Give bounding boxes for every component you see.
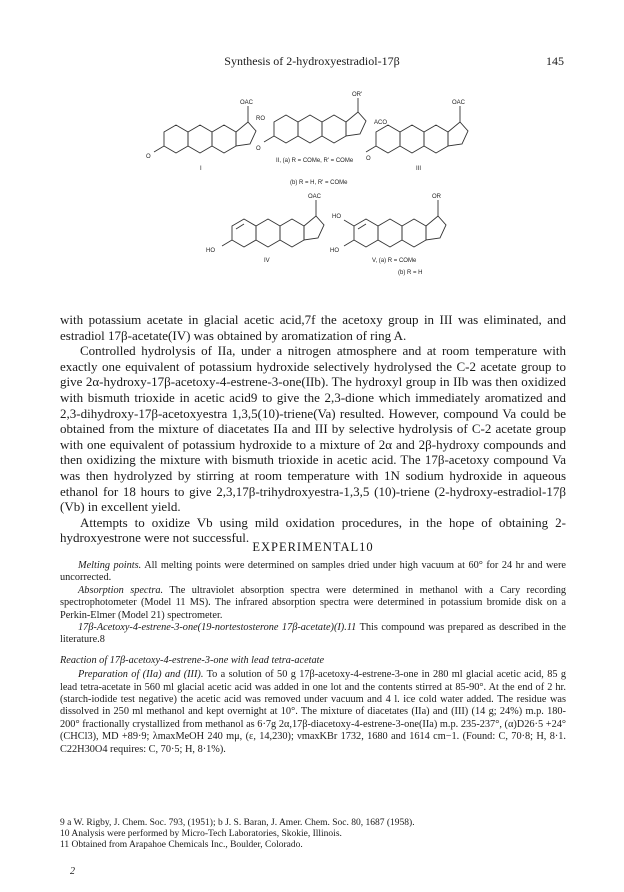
preparation-paragraph [60,669,566,756]
structure-iii-number: III [416,166,422,172]
structure-v-number: V, (a) R = COMe [372,258,417,264]
melting-points-lead: Melting points. [78,560,142,571]
structure-ii-variant-b: (b) R = H, R' = COMe [290,180,348,186]
acetoxy-lead: 17β-Acetoxy-4-estrene-3-one(19-nortestosterone 17β-acetate)(I).11 [78,622,357,634]
absorption-lead: Absorption spectra. [78,584,164,596]
reaction-scheme [140,76,500,306]
structure-i-ketone: O [146,154,151,160]
absorption-paragraph [60,585,566,622]
preparation-text: To a solution of 50 g 17β-acetoxy-4-estrene-3-one in 280 ml glacial acetic acid, 85 g lead tetra-acetate in 560 ml glacial acetic acid was added in one lot and the contents stirred at 85-90°. At the end of 2 hr. (starch-iodide test negative) the acetic acid was removed under vacuum and 4 l. ice cold water added. The residue was dissolved in 250 ml methanol and kept overnight at 10°. The mixture of diacetates (IIa) and (III) (14 g; 24%) m.p. 180-200° fractionally crystallized from methanol as 6·7g 2α,17β-diacetoxy-4-estrene-3-one(IIa) m.p. 235-237°, (α)D26·5 +24° (CHCl3), MD +89·9; λmaxMeOH 240 mμ, (ε, 14,230); νmaxKBr 1732, 1680 and 1614 cm−1. (Found: C, 70·8; H, 8·1. C22H30O4 requires: C, 70·5; H, 8·1%). [60,669,566,755]
structure-ii-ro: RO [256,116,265,122]
structure-iii-substituent: OAC [452,100,466,106]
structure-i-number: I [200,166,202,172]
experimental-heading: EXPERIMENTAL10 [252,540,374,554]
footnote-11: 11 Obtained from Arapahoe Chemicals Inc., Boulder, Colorado. [60,840,303,851]
acetoxy-text: This compound was prepared as described in the literature.8 [60,622,567,646]
acetoxy-paragraph [60,622,566,647]
reaction-heading: Reaction of 17β-acetoxy-4-estrene-3-one with lead tetra-acetate [60,654,325,666]
running-head [0,54,624,70]
body-paragraph-1: with potassium acetate in glacial acetic acid,7f the acetoxy group in III was eliminated, and estradiol 17β-acetate(IV) was obtained by aromatization of ring A. [60,312,566,343]
structure-ii-substituent: OR' [352,92,363,98]
structure-i [146,100,256,172]
structure-ii-number: II, (a) R = COMe, R' = COMe [276,158,354,164]
body-paragraph-2: Controlled hydrolysis of IIa, under a nitrogen atmosphere and at room temperature with exactly one equivalent of potassium hydroxide selectively hydrolysed the C-2 acetate group to give 2α-hydroxy-17β-acetoxy-4-estrene-3-one(IIb). The hydroxyl group in IIb was then oxidized with bismuth trioxide in acetic acid9 to give the 2,3-dione which immediately aromatized and 2,3-dihydroxy-17β-acetoxyestra 1,3,5(10)-triene(Va) resulted. However, compound Va could be obtained from the mixture of diacetates IIa and III by selective hydrolysis of C-2 acetate group with one equivalent of potassium hydroxide to a mixture of 2α and 2β-hydroxy compounds and then oxidizing the mixture with bismuth trioxide in acetic acid. The 17β-acetoxy compound Va was then hydrolyzed by stirring at room temperature with 1N sodium hydroxide in aqueous ethanol for 18 hours to give 2,3,17β-trihydroxyestra-1,3,5 (10)-triene (2-hydroxy-estradiol-17β (Vb) in excellent yield. [60,343,566,515]
structure-v-substituent: OR [432,194,441,200]
structure-ii [256,92,366,186]
structure-v-ho-upper: HO [332,214,341,220]
footnotes [60,818,566,852]
structure-iv [206,194,324,264]
footer-mark: 2 [70,866,75,877]
structure-v-variant-b: (b) R = H [398,270,423,276]
structure-iii-aco: ACO [374,120,388,126]
footnote-9: 9 a W. Rigby, J. Chem. Soc. 793, (1951); b J. S. Baran, J. Amer. Chem. Soc. 80, 1687 (1958). [60,818,415,828]
melting-points-text: All melting points were determined on samples dried under high vacuum at 60° for 24 hr and were uncorrected. [60,560,566,584]
absorption-text: The ultraviolet absorption spectra were determined in methanol with a Cary recording spectrophotometer (Model 11 MS). The infrared absorption spectra were determined in potassium bromide disk on a Perkin-Elmer (Model 21) spectrometer. [60,584,567,621]
melting-points-paragraph [60,560,566,585]
running-title: Synthesis of 2-hydroxyestradiol-17β [224,54,400,68]
preparation-lead: Preparation of (IIa) and (III). [78,669,204,681]
footnote-10: 10 Analysis were performed by Micro-Tech Laboratories, Skokie, Illinois. [60,829,342,840]
structure-iii-ketone: O [366,156,371,162]
experimental-section [60,560,566,756]
structure-iv-number: IV [264,258,270,264]
structure-v-ho-lower: HO [330,248,339,254]
structure-v [330,194,446,276]
body-paragraph-3: Attempts to oxidize Vb using mild oxidation procedures, in the hope of obtaining 2-hydroxyestrone were not successful. [60,514,566,546]
structure-iv-substituent: OAC [308,194,322,200]
structure-ii-ketone: O [256,146,261,152]
structure-i-substituent: OAC [240,100,254,106]
structure-iii [366,100,468,172]
page-number: 145 [546,54,564,68]
structure-iv-ho: HO [206,248,215,254]
body-text [60,312,566,546]
